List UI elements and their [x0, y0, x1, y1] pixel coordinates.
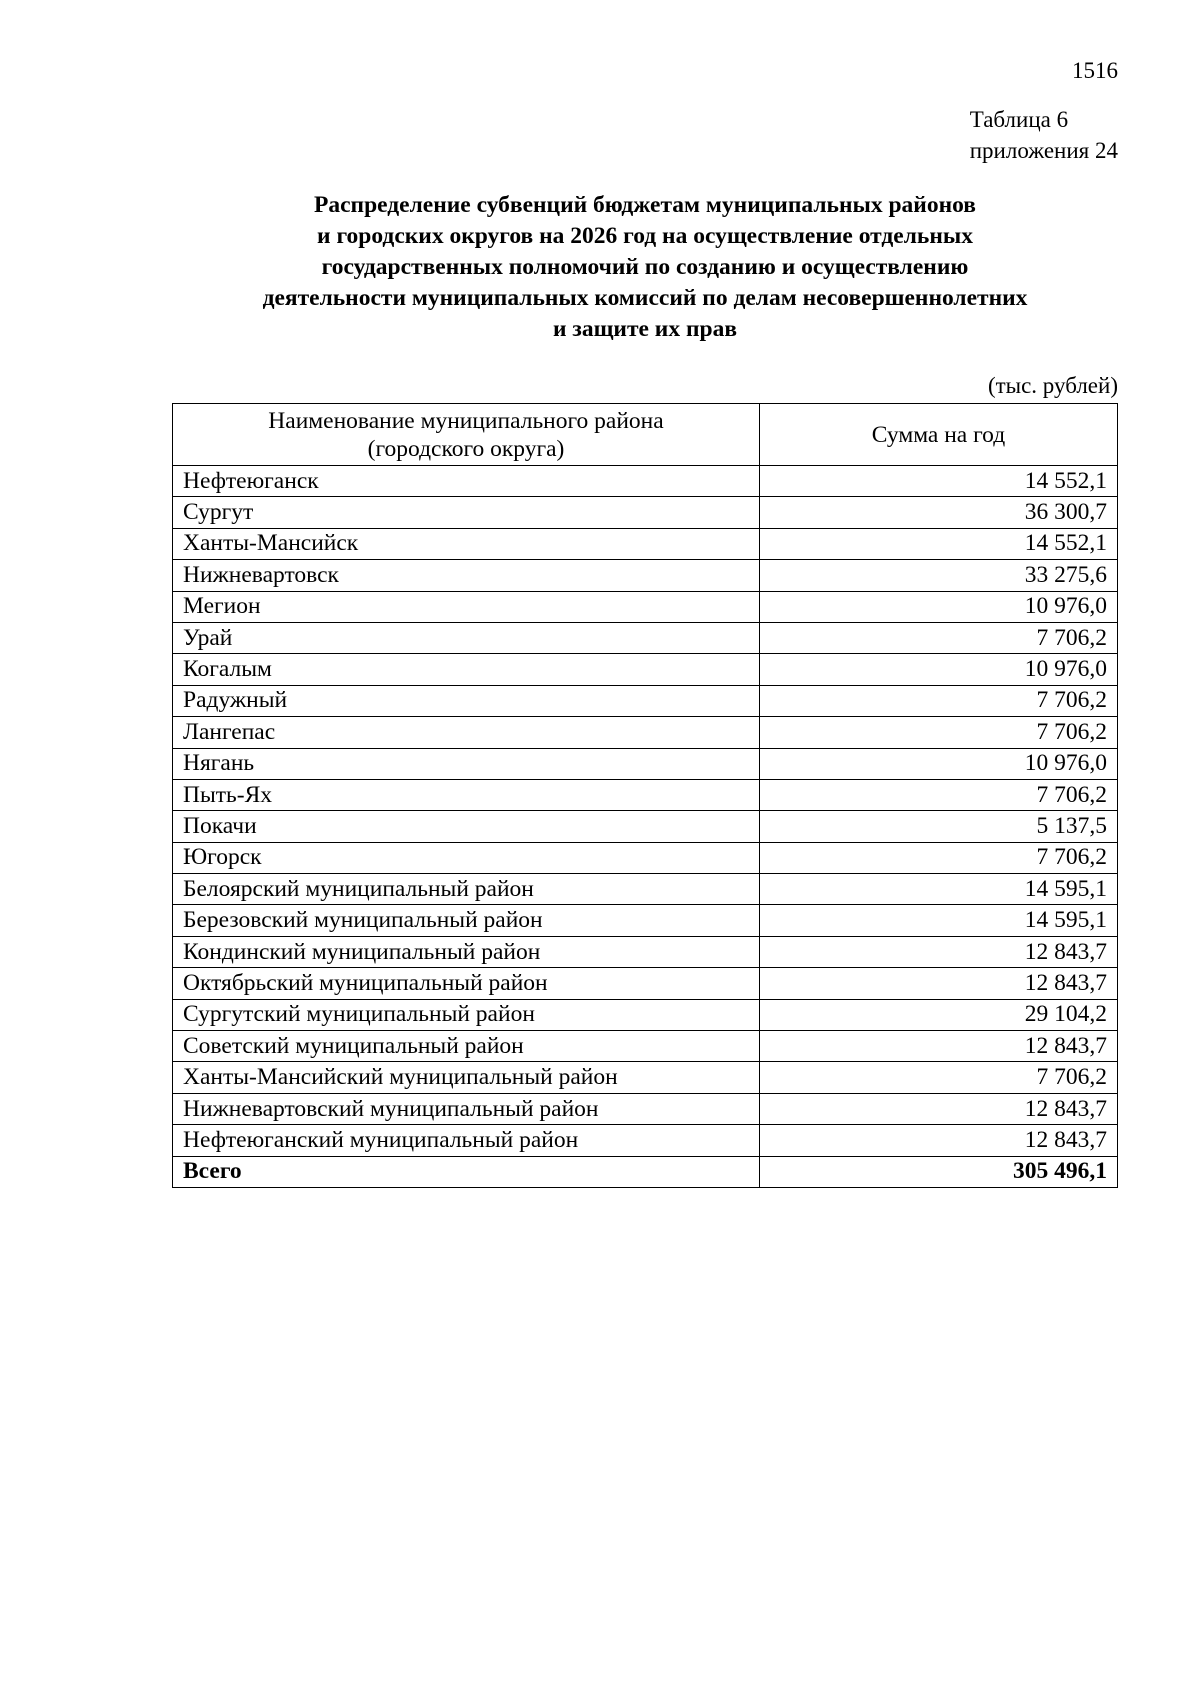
row-amount-cell: 10 976,0 [760, 654, 1118, 685]
title-line: государственных полномочий по созданию и осуществлению [321, 254, 969, 280]
table-row [173, 466, 1118, 497]
title-line: и городских округов на 2026 год на осуществление отдельных [317, 223, 973, 249]
title-line: и защите их прав [552, 316, 738, 342]
table-row [173, 936, 1118, 967]
table-row [173, 779, 1118, 810]
row-name-cell: Березовский муниципальный район [173, 905, 760, 936]
row-amount-cell: 7 706,2 [760, 622, 1118, 653]
row-amount-cell: 14 595,1 [760, 874, 1118, 905]
row-name-cell: Урай [173, 622, 760, 653]
table-row [173, 1031, 1118, 1062]
total-row [173, 1156, 1118, 1187]
row-name-cell: Кондинский муниципальный район [173, 936, 760, 967]
row-name-cell: Покачи [173, 811, 760, 842]
row-name-cell: Нижневартовский муниципальный район [173, 1093, 760, 1124]
row-name-cell: Ханты-Мансийск [173, 528, 760, 559]
row-amount-cell: 7 706,2 [760, 1062, 1118, 1093]
row-name-cell: Советский муниципальный район [173, 1031, 760, 1062]
table-reference-line-1: Таблица 6 [969, 107, 1069, 132]
table-reference [970, 104, 1118, 166]
row-amount-cell: 5 137,5 [760, 811, 1118, 842]
table-row [173, 560, 1118, 591]
table-row [173, 842, 1118, 873]
row-name-cell: Радужный [173, 685, 760, 716]
row-name-cell: Ханты-Мансийский муниципальный район [173, 1062, 760, 1093]
table-row [173, 905, 1118, 936]
table-row [173, 654, 1118, 685]
row-name-cell: Нефтеюганский муниципальный район [173, 1125, 760, 1156]
table-row [173, 999, 1118, 1030]
total-amount-cell: 305 496,1 [760, 1156, 1118, 1187]
row-name-cell: Мегион [173, 591, 760, 622]
subventions-table [172, 403, 1118, 1188]
row-amount-cell: 36 300,7 [760, 497, 1118, 528]
row-amount-cell: 10 976,0 [760, 748, 1118, 779]
row-amount-cell: 7 706,2 [760, 685, 1118, 716]
table-row [173, 968, 1118, 999]
row-amount-cell: 33 275,6 [760, 560, 1118, 591]
header-name-line-1: Наименование муниципального района [268, 407, 664, 434]
row-name-cell: Белоярский муниципальный район [173, 874, 760, 905]
row-name-cell: Когалым [173, 654, 760, 685]
row-name-cell: Лангепас [173, 717, 760, 748]
row-amount-cell: 10 976,0 [760, 591, 1118, 622]
row-amount-cell: 12 843,7 [760, 1125, 1118, 1156]
row-amount-cell: 7 706,2 [760, 842, 1118, 873]
row-name-cell: Октябрьский муниципальный район [173, 968, 760, 999]
table-row [173, 622, 1118, 653]
page-number: 1516 [1072, 58, 1118, 83]
table-header-row [173, 404, 1118, 466]
header-name-column [173, 404, 760, 466]
header-name-line-2: (городского округа) [367, 435, 565, 462]
row-name-cell: Нягань [173, 748, 760, 779]
table-row [173, 1093, 1118, 1124]
row-amount-cell: 7 706,2 [760, 779, 1118, 810]
title-line: Распределение субвенций бюджетам муниципальных районов [314, 192, 976, 218]
table-body [173, 466, 1118, 1188]
row-amount-cell: 14 552,1 [760, 466, 1118, 497]
row-name-cell: Сургут [173, 497, 760, 528]
row-name-cell: Нижневартовск [173, 560, 760, 591]
table-row [173, 591, 1118, 622]
row-name-cell: Югорск [173, 842, 760, 873]
row-name-cell: Нефтеюганск [173, 466, 760, 497]
units-label: (тыс. рублей) [987, 373, 1118, 398]
row-amount-cell: 12 843,7 [760, 1093, 1118, 1124]
row-amount-cell: 14 552,1 [760, 528, 1118, 559]
row-amount-cell: 12 843,7 [760, 936, 1118, 967]
table-row [173, 528, 1118, 559]
document-title [170, 190, 1120, 345]
table-row [173, 874, 1118, 905]
title-line: деятельности муниципальных комиссий по делам несовершеннолетних [262, 285, 1028, 311]
table-row [173, 685, 1118, 716]
row-name-cell: Сургутский муниципальный район [173, 999, 760, 1030]
table-row [173, 717, 1118, 748]
table-row [173, 497, 1118, 528]
table-row [173, 1062, 1118, 1093]
row-amount-cell: 12 843,7 [760, 1031, 1118, 1062]
header-amount-column: Сумма на год [760, 404, 1118, 466]
row-amount-cell: 12 843,7 [760, 968, 1118, 999]
table-reference-line-2: приложения 24 [969, 138, 1118, 163]
table-row [173, 1125, 1118, 1156]
table-row [173, 811, 1118, 842]
row-amount-cell: 14 595,1 [760, 905, 1118, 936]
row-amount-cell: 29 104,2 [760, 999, 1118, 1030]
total-label-cell: Всего [173, 1156, 760, 1187]
row-name-cell: Пыть-Ях [173, 779, 760, 810]
row-amount-cell: 7 706,2 [760, 717, 1118, 748]
table-row [173, 748, 1118, 779]
